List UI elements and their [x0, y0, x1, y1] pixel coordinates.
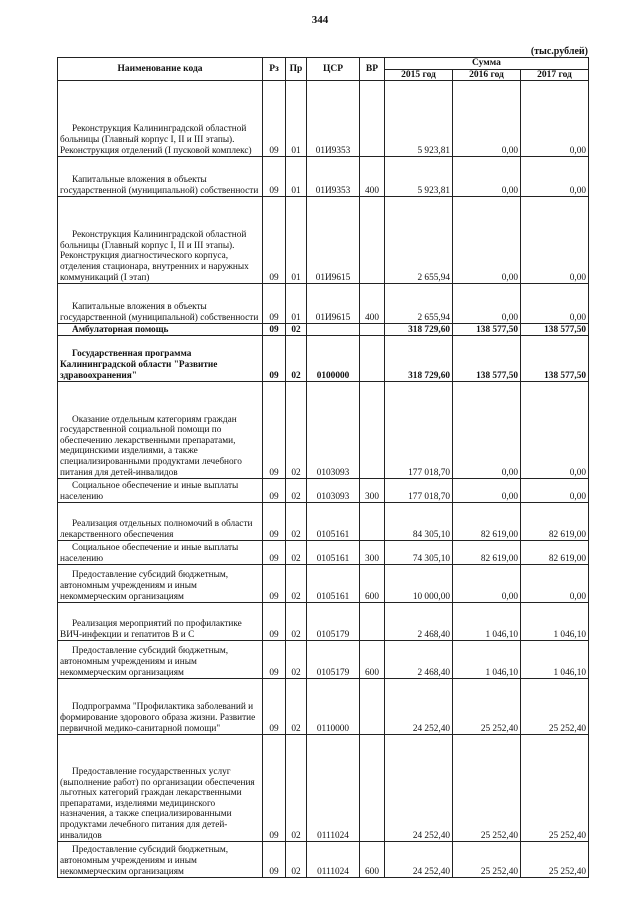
row-vr [360, 503, 385, 541]
table-body [58, 81, 589, 878]
row-pr: 02 [286, 336, 307, 382]
table-row [58, 735, 589, 842]
row-name-text: Социальное обеспечение и иные выплаты населению [60, 543, 239, 564]
row-csr: 0111024 [307, 735, 360, 842]
header-2015: 2015 год [385, 69, 453, 81]
row-pr: 02 [286, 735, 307, 842]
row-2016: 0,00 [453, 565, 521, 603]
row-pr: 01 [286, 197, 307, 284]
row-name [58, 541, 263, 565]
row-vr [360, 735, 385, 842]
row-pr: 02 [286, 842, 307, 878]
row-vr [360, 197, 385, 284]
row-name-text: Реализация мероприятий по профилактике ВИЧ-инфекции и гепатитов В и С [60, 619, 242, 640]
row-2017: 25 252,40 [521, 735, 589, 842]
row-vr [360, 382, 385, 479]
budget-table [57, 57, 589, 878]
row-2016: 0,00 [453, 382, 521, 479]
row-pr: 02 [286, 382, 307, 479]
units-label: (тыс.рублей) [530, 46, 588, 57]
row-vr: 400 [360, 157, 385, 197]
table-row [58, 157, 589, 197]
row-2017: 0,00 [521, 197, 589, 284]
row-rz: 09 [263, 479, 286, 503]
table-row [58, 679, 589, 735]
table-row [58, 479, 589, 503]
row-rz: 09 [263, 284, 286, 324]
row-pr: 02 [286, 679, 307, 735]
row-name-text: Реконструкция Калининградской областной больницы (Главный корпус I, II и III этапы). Реконструкция диагностического корпуса, отделения стационара, внутренних и наружных коммуникаций (I этап) [60, 230, 249, 283]
row-2017: 1 046,10 [521, 641, 589, 679]
row-2015: 2 655,94 [385, 197, 453, 284]
row-rz: 09 [263, 735, 286, 842]
row-pr: 01 [286, 157, 307, 197]
row-rz: 09 [263, 641, 286, 679]
table-row [58, 324, 589, 336]
table-row [58, 503, 589, 541]
row-2015: 5 923,81 [385, 157, 453, 197]
row-name [58, 679, 263, 735]
row-2017: 0,00 [521, 479, 589, 503]
row-rz: 09 [263, 842, 286, 878]
row-2015: 24 252,40 [385, 679, 453, 735]
row-vr [360, 324, 385, 336]
row-vr [360, 679, 385, 735]
row-pr: 02 [286, 503, 307, 541]
row-csr: 0105179 [307, 603, 360, 641]
row-vr [360, 603, 385, 641]
row-2016: 25 252,40 [453, 735, 521, 842]
row-2015: 318 729,60 [385, 336, 453, 382]
row-name-text: Предоставление субсидий бюджетным, автономным учреждениям и иным некоммерческим организациям [60, 570, 229, 602]
row-2017: 0,00 [521, 565, 589, 603]
header-2016: 2016 год [453, 69, 521, 81]
row-csr: 01И9353 [307, 81, 360, 157]
row-name [58, 81, 263, 157]
table-row [58, 541, 589, 565]
row-vr: 300 [360, 479, 385, 503]
row-2016: 25 252,40 [453, 842, 521, 878]
table-row [58, 565, 589, 603]
row-rz: 09 [263, 679, 286, 735]
row-2015: 2 468,40 [385, 603, 453, 641]
row-pr: 02 [286, 479, 307, 503]
row-rz: 09 [263, 197, 286, 284]
row-name [58, 565, 263, 603]
row-name-text: Капитальные вложения в объекты государственной (муниципальной) собственности [60, 175, 259, 196]
row-2016: 138 577,50 [453, 336, 521, 382]
row-vr: 600 [360, 641, 385, 679]
table-row [58, 336, 589, 382]
row-vr: 600 [360, 842, 385, 878]
row-csr: 0111024 [307, 842, 360, 878]
row-vr: 600 [360, 565, 385, 603]
header-sum: Сумма [385, 58, 589, 70]
row-2017: 25 252,40 [521, 842, 589, 878]
row-csr: 0110000 [307, 679, 360, 735]
row-name-text: Оказание отдельным категориям граждан государственной социальной помощи по обеспечению лекарственными препаратами, медицинскими изделиями, а также специализированными продуктами лечебного питания для детей-инвалидов [60, 414, 242, 478]
row-rz: 09 [263, 565, 286, 603]
row-2016: 82 619,00 [453, 541, 521, 565]
row-2016: 0,00 [453, 157, 521, 197]
row-rz: 09 [263, 324, 286, 336]
row-2015: 2 655,94 [385, 284, 453, 324]
row-name [58, 735, 263, 842]
row-csr: 0105161 [307, 541, 360, 565]
header-name: Наименование кода [58, 58, 263, 81]
row-csr: 0105161 [307, 503, 360, 541]
header-rz: Рз [263, 58, 286, 81]
table-row [58, 81, 589, 157]
table-row [58, 603, 589, 641]
row-name [58, 641, 263, 679]
row-name [58, 336, 263, 382]
row-name [58, 324, 263, 336]
row-csr: 0103093 [307, 479, 360, 503]
row-csr: 0103093 [307, 382, 360, 479]
header-vr: ВР [360, 58, 385, 81]
row-2017: 0,00 [521, 157, 589, 197]
row-name-text: Социальное обеспечение и иные выплаты населению [60, 481, 239, 502]
row-2016: 0,00 [453, 284, 521, 324]
row-2017: 0,00 [521, 81, 589, 157]
row-2015: 74 305,10 [385, 541, 453, 565]
row-2016: 1 046,10 [453, 603, 521, 641]
row-vr: 300 [360, 541, 385, 565]
header-2017: 2017 год [521, 69, 589, 81]
row-csr: 0105161 [307, 565, 360, 603]
table-row [58, 197, 589, 284]
row-2015: 177 018,70 [385, 382, 453, 479]
row-name [58, 842, 263, 878]
row-name-text: Реконструкция Калининградской областной больницы (Главный корпус I, II и III этапы). Реконструкция отделений (I пусковой комплекс) [60, 124, 252, 156]
row-name-text: Амбулаторная помощь [72, 324, 169, 335]
row-rz: 09 [263, 541, 286, 565]
row-2017: 25 252,40 [521, 679, 589, 735]
row-2015: 177 018,70 [385, 479, 453, 503]
row-2015: 24 252,40 [385, 735, 453, 842]
row-pr: 02 [286, 324, 307, 336]
row-2015: 24 252,40 [385, 842, 453, 878]
row-rz: 09 [263, 503, 286, 541]
row-vr [360, 81, 385, 157]
row-2016: 1 046,10 [453, 641, 521, 679]
row-2017: 0,00 [521, 284, 589, 324]
row-2015: 10 000,00 [385, 565, 453, 603]
row-name-text: Предоставление государственных услуг (выполнение работ) по организации обеспечения льготных категорий граждан лекарственными препаратами, изделиями медицинского назначения, а также специализированными продуктами лечебного питания для детей-инвалидов [60, 767, 255, 841]
row-csr: 01И9615 [307, 197, 360, 284]
row-name-text: Подпрограмма "Профилактика заболеваний и формирование здорового образа жизни. Развитие первичной медико-санитарной помощи" [60, 702, 256, 734]
row-2016: 0,00 [453, 81, 521, 157]
row-name-text: Предоставление субсидий бюджетным, автономным учреждениям и иным некоммерческим организациям [60, 646, 229, 678]
page-number: 344 [311, 14, 329, 26]
row-csr: 01И9353 [307, 157, 360, 197]
row-2015: 84 305,10 [385, 503, 453, 541]
row-name-text: Капитальные вложения в объекты государственной (муниципальной) собственности [60, 302, 259, 323]
row-name [58, 479, 263, 503]
table-row [58, 284, 589, 324]
row-name-text: Предоставление субсидий бюджетным, автономным учреждениям и иным некоммерческим организациям [60, 845, 229, 877]
row-name-text: Реализация отдельных полномочий в области лекарственного обеспечения [60, 519, 253, 540]
header-csr: ЦСР [307, 58, 360, 81]
row-2017: 138 577,50 [521, 336, 589, 382]
table-row [58, 842, 589, 878]
row-name [58, 157, 263, 197]
row-rz: 09 [263, 382, 286, 479]
row-2015: 2 468,40 [385, 641, 453, 679]
row-2016: 138 577,50 [453, 324, 521, 336]
row-pr: 02 [286, 641, 307, 679]
row-csr: 01И9615 [307, 284, 360, 324]
row-name [58, 284, 263, 324]
row-2016: 0,00 [453, 197, 521, 284]
row-name-text: Государственная программа Калининградской области "Развитие здравоохранения" [60, 349, 218, 381]
row-name [58, 382, 263, 479]
row-vr [360, 336, 385, 382]
row-pr: 02 [286, 541, 307, 565]
row-pr: 01 [286, 284, 307, 324]
row-pr: 01 [286, 81, 307, 157]
table-row [58, 641, 589, 679]
row-rz: 09 [263, 157, 286, 197]
row-name [58, 603, 263, 641]
row-2017: 82 619,00 [521, 503, 589, 541]
row-rz: 09 [263, 336, 286, 382]
row-csr [307, 324, 360, 336]
row-2015: 318 729,60 [385, 324, 453, 336]
row-2017: 138 577,50 [521, 324, 589, 336]
row-2017: 1 046,10 [521, 603, 589, 641]
row-rz: 09 [263, 81, 286, 157]
row-rz: 09 [263, 603, 286, 641]
row-2016: 0,00 [453, 479, 521, 503]
row-vr: 400 [360, 284, 385, 324]
header-pr: Пр [286, 58, 307, 81]
row-2016: 25 252,40 [453, 679, 521, 735]
row-csr: 0100000 [307, 336, 360, 382]
row-pr: 02 [286, 565, 307, 603]
row-2015: 5 923,81 [385, 81, 453, 157]
row-2017: 82 619,00 [521, 541, 589, 565]
row-2017: 0,00 [521, 382, 589, 479]
row-name [58, 503, 263, 541]
row-name [58, 197, 263, 284]
row-pr: 02 [286, 603, 307, 641]
row-csr: 0105179 [307, 641, 360, 679]
table-row [58, 382, 589, 479]
row-2016: 82 619,00 [453, 503, 521, 541]
